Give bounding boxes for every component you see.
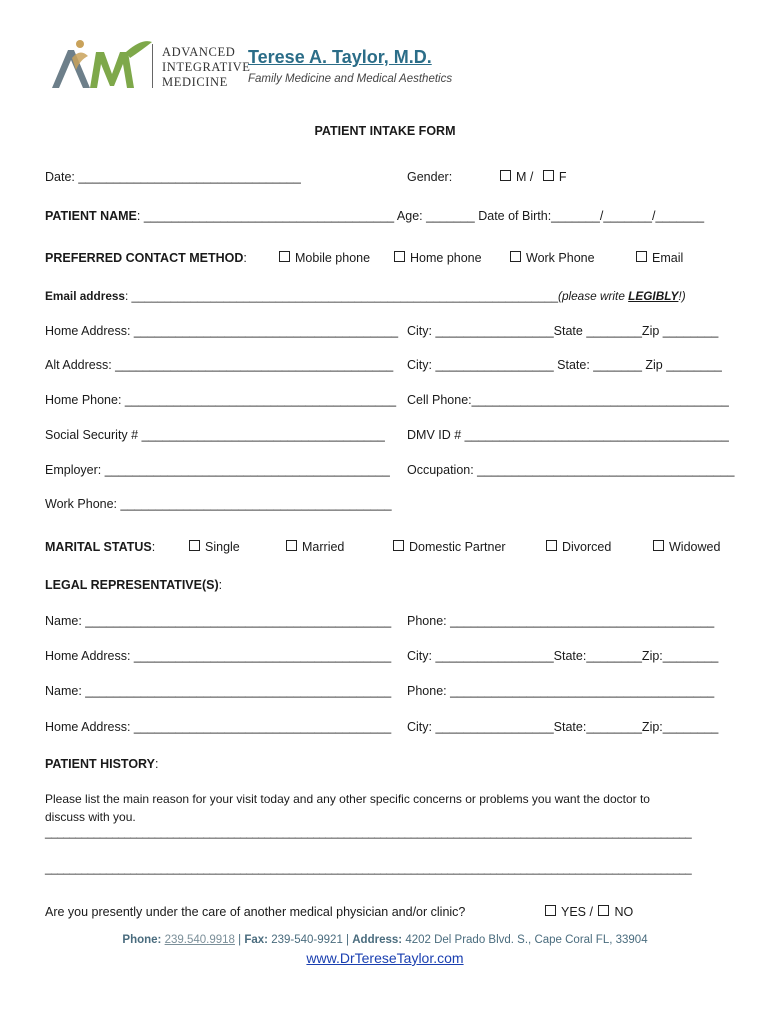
- footer-fax-label: Fax:: [244, 934, 269, 946]
- patient-name-line[interactable]: : ____________________________________ Age: _______ Date of Birth:_______/_______/_______: [136, 209, 705, 223]
- checkbox[interactable]: [393, 540, 404, 551]
- alt-address-field[interactable]: Alt Address: ________________________________________: [45, 358, 394, 372]
- logo-word-1: ADVANCED: [162, 45, 236, 59]
- footer-fax: 239-540-9921: [271, 934, 343, 946]
- cell-phone-field[interactable]: Cell Phone:_____________________________________: [407, 393, 729, 407]
- checkbox[interactable]: [636, 251, 647, 262]
- history-answer-line-1[interactable]: __________________________________________________________________________________________________________: [45, 826, 692, 839]
- no-label: NO: [614, 905, 634, 919]
- alt-city-state-zip-field[interactable]: City: _________________ State: _______ Zip ________: [407, 358, 722, 372]
- marital-status-label: MARITAL STATUS:: [45, 540, 156, 554]
- contact-home-option[interactable]: Home phone: [394, 251, 482, 265]
- gender-label: Gender:: [407, 170, 453, 184]
- rep-2-address-field[interactable]: Home Address: _____________________________________: [45, 720, 392, 734]
- rep-1-phone-field[interactable]: Phone: ______________________________________: [407, 614, 715, 628]
- marital-single-option[interactable]: Single: [189, 540, 240, 554]
- other-physician-question: Are you presently under the care of another medical physician and/or clinic?: [45, 905, 466, 919]
- checkbox[interactable]: [279, 251, 290, 262]
- checkbox[interactable]: [189, 540, 200, 551]
- footer-contact: Phone: 239.540.9918 | Fax: 239-540-9921 | Address: 4202 Del Prado Blvd. S., Cape Coral FL, 33904: [122, 934, 648, 946]
- contact-work-option[interactable]: Work Phone: [510, 251, 595, 265]
- practice-logo: [50, 36, 250, 96]
- rep-1-name-field[interactable]: Name: ____________________________________________: [45, 614, 392, 628]
- contact-email-option[interactable]: Email: [636, 251, 683, 265]
- rep-2-city-state-zip-field[interactable]: City: _________________State:________Zip:________: [407, 720, 719, 734]
- checkbox[interactable]: [286, 540, 297, 551]
- contact-mobile-option[interactable]: Mobile phone: [279, 251, 370, 265]
- footer-phone-label: Phone:: [122, 934, 162, 946]
- home-address-field[interactable]: Home Address: ______________________________________: [45, 324, 399, 338]
- rep-2-phone-field[interactable]: Phone: ______________________________________: [407, 684, 715, 698]
- rep-1-city-state-zip-field[interactable]: City: _________________State:________Zip:________: [407, 649, 719, 663]
- checkbox[interactable]: [653, 540, 664, 551]
- gender-m-checkbox[interactable]: [500, 170, 511, 181]
- marital-married-option[interactable]: Married: [286, 540, 344, 554]
- email-row[interactable]: Email address: _________________________________________________________________(please write LEGIBLY!): [45, 289, 686, 303]
- dmv-field[interactable]: DMV ID # ______________________________________: [407, 428, 729, 442]
- website-link[interactable]: www.DrTereseTaylor.com: [306, 950, 464, 966]
- form-title: PATIENT INTAKE FORM: [314, 124, 456, 138]
- gender-m-label: M /: [516, 170, 534, 184]
- email-line[interactable]: : _________________________________________________________________: [125, 289, 559, 303]
- occupation-field[interactable]: Occupation: _____________________________________: [407, 463, 735, 477]
- work-phone-field[interactable]: Work Phone: _______________________________________: [45, 497, 392, 511]
- ssn-field[interactable]: Social Security # ___________________________________: [45, 428, 385, 442]
- gender-f-label: F: [558, 170, 567, 184]
- logo-divider: [152, 44, 153, 88]
- history-prompt-line-2: discuss with you.: [45, 810, 136, 824]
- legal-representatives-heading: LEGAL REPRESENTATIVE(S):: [45, 578, 223, 592]
- checkbox[interactable]: [394, 251, 405, 262]
- rep-2-name-field[interactable]: Name: ____________________________________________: [45, 684, 392, 698]
- doctor-name: Terese A. Taylor, M.D.: [248, 47, 432, 67]
- city-state-zip-field[interactable]: City: _________________State ________Zip ________: [407, 324, 719, 338]
- employer-field[interactable]: Employer: _________________________________________: [45, 463, 390, 477]
- am-monogram-icon: [50, 36, 155, 94]
- home-phone-field[interactable]: Home Phone: _______________________________________: [45, 393, 397, 407]
- footer-phone[interactable]: 239.540.9918: [164, 934, 235, 946]
- patient-name-row[interactable]: [45, 209, 704, 223]
- marital-domestic-partner-option[interactable]: Domestic Partner: [393, 540, 506, 554]
- logo-word-3: MEDICINE: [162, 75, 228, 89]
- gender-f-checkbox[interactable]: [543, 170, 554, 181]
- patient-name-label: PATIENT NAME: [45, 209, 137, 223]
- footer-address-label: Address:: [352, 934, 403, 946]
- checkbox[interactable]: [510, 251, 521, 262]
- practice-tagline: Family Medicine and Medical Aesthetics: [248, 73, 453, 85]
- email-label: Email address: [45, 289, 125, 303]
- other-physician-options[interactable]: [545, 905, 633, 919]
- contact-method-label: PREFERRED CONTACT METHOD:: [45, 251, 247, 265]
- marital-divorced-option[interactable]: Divorced: [546, 540, 611, 554]
- marital-widowed-option[interactable]: Widowed: [653, 540, 720, 554]
- checkbox[interactable]: [546, 540, 557, 551]
- date-field[interactable]: Date: ________________________________: [45, 170, 301, 184]
- no-checkbox[interactable]: [598, 905, 609, 916]
- history-answer-line-2[interactable]: __________________________________________________________________________________________________________: [45, 862, 692, 875]
- history-prompt-line-1: Please list the main reason for your visit today and any other specific concerns or problems you want the doctor to: [45, 792, 650, 806]
- gender-options[interactable]: [500, 170, 566, 184]
- rep-1-address-field[interactable]: Home Address: _____________________________________: [45, 649, 392, 663]
- patient-history-heading: PATIENT HISTORY:: [45, 757, 159, 771]
- yes-checkbox[interactable]: [545, 905, 556, 916]
- footer-address: 4202 Del Prado Blvd. S., Cape Coral FL, 33904: [405, 934, 648, 946]
- logo-word-2: INTEGRATIVE: [162, 60, 251, 74]
- yes-label: YES /: [561, 905, 593, 919]
